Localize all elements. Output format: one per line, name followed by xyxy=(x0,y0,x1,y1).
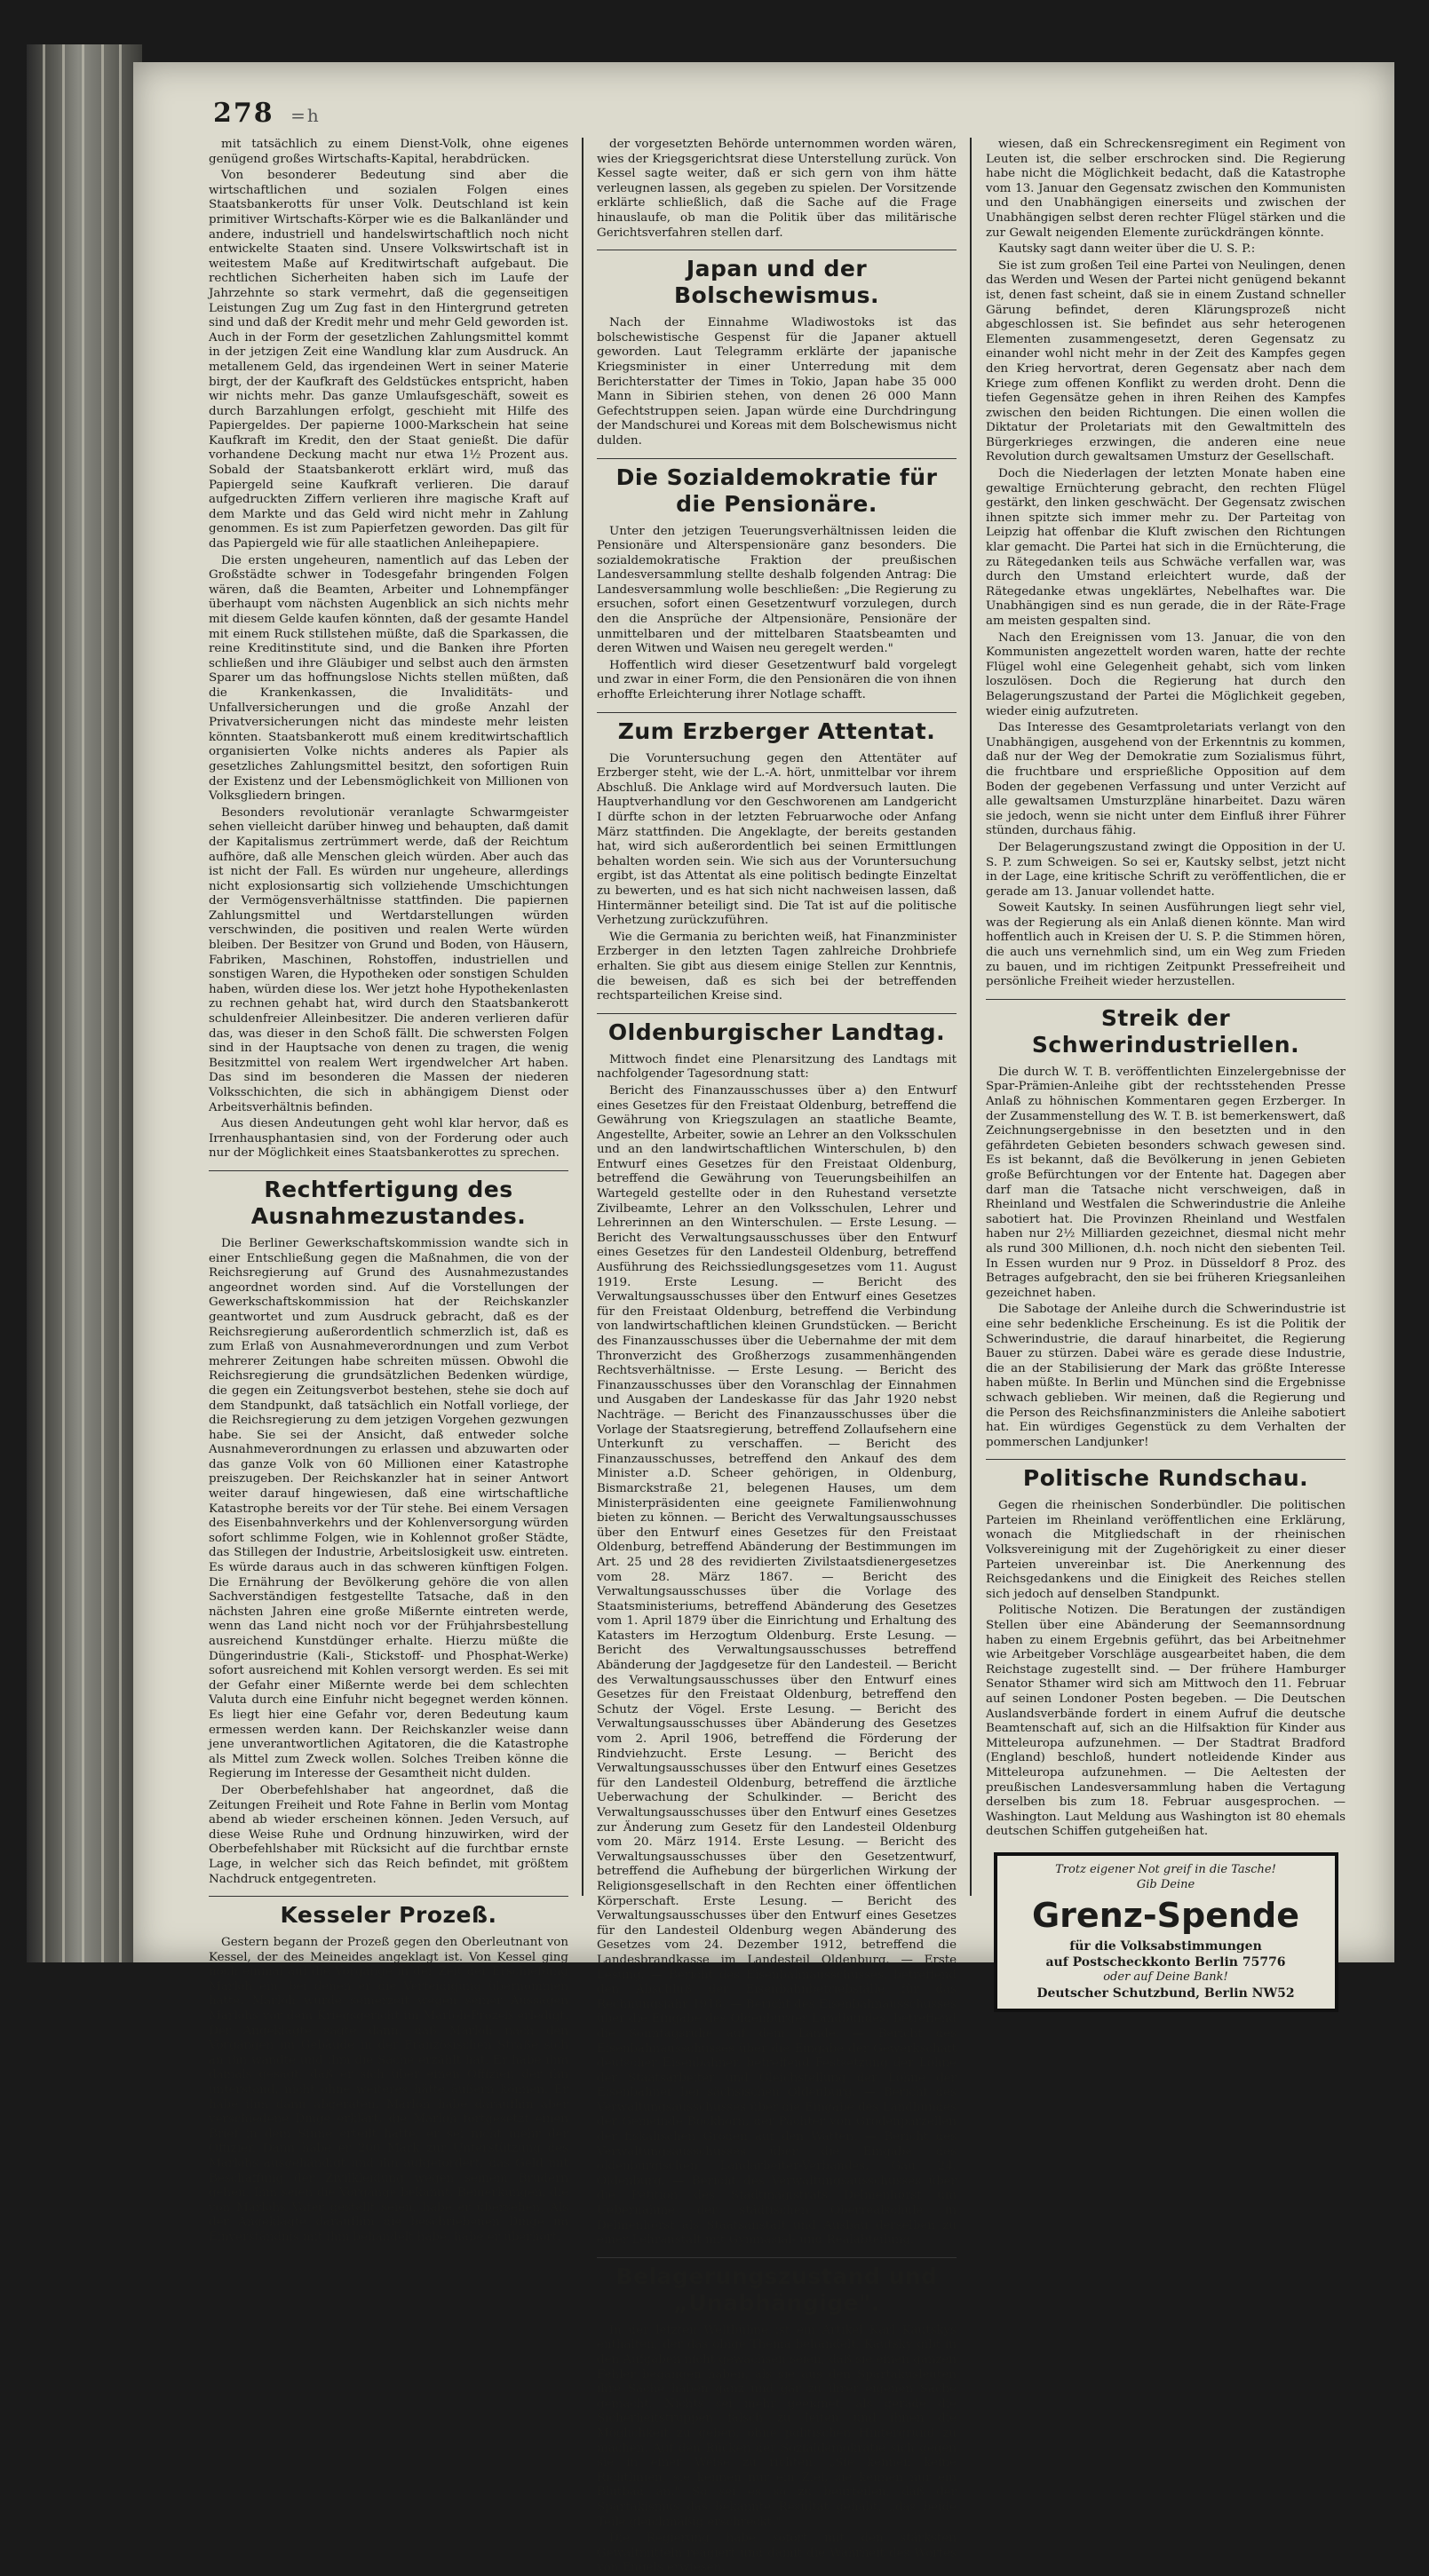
ad-purpose: für die Volksabstimmungen xyxy=(1069,1939,1262,1954)
column-1 xyxy=(209,138,568,2244)
paragraph: Bericht des Finanzausschusses über a) den Entwurf eines Gesetzes für den Freistaat Oldenburg, betreffend die Gewährung von Kriegszulagen an staatliche Beamte, Angestellte, Arbeiter, sowie an Lehrer an den Volksschulen und an den landwirtschaftlichen Winterschulen, b) den Entwurf eines Gesetzes für den Freistaat Oldenburg, betreffend die Gewährung von Teuerungsbeihilfen an Wartegeld gestellte oder in den Ruhestand versetzte Zivilbeamte, Lehrer an den Volksschulen, Lehrer und Lehrerinnen an den Winterschulen. — Erste Lesung. — Bericht des Verwaltungsausschusses über den Entwurf eines Gesetzes für den Landesteil Oldenburg, betreffend Ausführung des Reichssiedlungsgesetzes vom 11. August 1919. Erste Lesung. — Bericht des Verwaltungsausschusses über den Entwurf eines Gesetzes für den Freistaat Oldenburg, betreffend die Verbindung von landwirtschaftlichen kleinen Grundstücken. — Bericht des Finanzausschusses über die Uebernahme der mit dem Thronverzicht des Großherzogs zusammenhängenden Rechtsverhältnisse. — Erste Lesung. — Bericht des Finanzausschusses über den Voranschlag der Einnahmen und Ausgaben der Landeskasse für das Jahr 1920 nebst Nachträge. — Bericht des Finanzausschusses über die Vorlage der Staatsregierung, betreffend Zollaufsehern eine Unterkunft zu verschaffen. — Bericht des Finanzausschusses, betreffend den Ankauf des dem Minister a.D. Scheer gehörigen, in Oldenburg, Bismarckstraße 21, belegenen Hauses, um dem Ministerpräsidenten eine geeignete Familienwohnung bieten zu können. — Bericht des Verwaltungsausschusses über den Entwurf eines Gesetzes für den Freistaat Oldenburg, betreffend Abänderung der Bestimmungen im Art. 25 und 28 des revidierten Zivilstaatsdienergesetzes vom 28. März 1867. — Bericht des Verwaltungsausschusses über die Vorlage des Staatsministeriums, betreffend Abänderung des Gesetzes vom 1. April 1879 über die Einrichtung und Erhaltung des Katasters im Herzogtum Oldenburg. Erste Lesung. — Bericht des Verwaltungsausschusses betreffend Abänderung der Jagdgesetze für den Landesteil. — Bericht des Verwaltungsausschusses über den Entwurf eines Gesetzes für den Freistaat Oldenburg, betreffend den Schutz der Vögel. Erste Lesung. — Bericht des Verwaltungsausschusses über Abänderung des Gesetzes vom 2. April 1906, betreffend die Förderung der Rindviehzucht. Erste Lesung. — Bericht des Verwaltungsausschusses über den Entwurf eines Gesetzes für den Landesteil Oldenburg, betreffend die ärztliche Ueberwachung der Schulkinder. — Bericht des Verwaltungsausschusses über den Entwurf eines Gesetzes zur Änderung zum Gesetz für den Landesteil Oldenburg vom 20. März 1914. Erste Lesung. — Bericht des Verwaltungsausschusses über den Gesetzentwurf, betreffend die Aufhebung der bürgerlichen Wirkung der Religionsgesellschaft in den Rechten einer öffentlichen Körperschaft. Erste Lesung. — Bericht des Verwaltungsausschusses über den Entwurf eines Gesetzes für den Landesteil Oldenburg wegen Abänderung des Gesetzes vom 24. Dezember 1912, betreffend die Landesbrandkasse im Landesteil Oldenburg. — Erste Lesung. — Bericht des Eisenbahnausschusses, betreffend den Abschluß der Eisenbahnbetriebsfälle für das Rechnungsjahr 1918. — Bericht des Eisenbahnausschusses über die Eingabe des Oldenburger Landbundes, betreffend die Sonntagsruhe auf dem Lande. — Bericht des Eisenbahnausschusses über die Eingabe der Gewerkschaft deutscher Eisenbahner, betreffend Festsetzung der Löhne der Staatsarbeiter und Gleichstellung der Löhne der Eisenbahner bei sächsischen Oldenburg. — Bericht des Verwaltungsausschusses über die Eingabe des Landbundes der Gemeinde Bockhorn, der Pächter von Grodenparzellen der fiskalischen Groden auf den Watten. — Bericht des Verwaltungsausschusses über die Eingabe des oldenburgischen Landarbeiter-Verbandes, Gau 24, Oldenburg. — Bericht des Verwaltungsausschusses über die Petition des Stadtmagistrats Delmenhorst um Uebernahme der städtischen Oberrealschule in Delmenhorst als Staatsanstalt und Ausbau derselben zu einer Lehranstalt mit Gymnasial- und Realabteilung. xyxy=(597,1083,957,2247)
page-edge xyxy=(62,44,65,1962)
paragraph: Von besonderer Bedeutung sind aber die wirtschaftlichen und sozialen Folgen eines Staatsbankerotts für unser Volk. Deutschland ist kein primitiver Wirtschafts-Körper wie es die Balkanländer und andere, industriell und handelswirtschaftlich noch nicht entwickelte Staaten sind. Unsere Volkswirtschaft ist in weitestem Maße auf Kreditwirtschaft aufgebaut. Die rechtlichen Sicherheiten haben sich im Laufe der Jahrzehnte so stark vermehrt, daß die gegenseitigen Leistungen Zug um Zug fast in den Hintergrund getreten sind und daß der Kredit mehr und mehr Geld geworden ist. Auch in der Form der gesetzlichen Zahlungsmittel kommt in der jetzigen Zeit eine Wandlung klar zum Ausdruck. An metallenem Geld, das irgendeinen Wert in seiner Materie birgt, der der Kaufkraft des Geldstückes entspricht, haben wir nichts mehr. Das ganze Umlaufsgeschäft, soweit es durch Barzahlungen erfolgt, geschieht mit Hilfe des Papiergeldes. Der papierne 1000-Markschein hat seine Kaufkraft im Kredit, den der Staat genießt. Die dafür vorhandene Deckung macht nur etwa 1½ Prozent aus. Sobald der Staatsbankerott erklärt wird, muß das Papiergeld seine Kaufkraft verlieren. Die darauf aufgedruckten Ziffern verlieren ihre magische Kraft auf dem Markte und das Geld wird nicht mehr in Zahlung genommen. Es ist zum Papierfetzen geworden. Das gilt für das Papiergeld wie für alle staatlichen Anleihepapiere. xyxy=(209,169,568,551)
paragraph: Soweit Kautsky. In seinen Ausführungen liegt sehr viel, was der Regierung als ein Anlaß dienen könnte. Man wird hoffentlich auch in Kreisen der U. S. P. die Stimmen hören, die auch uns vernehmlich sind, um ein Weg zum Frieden zu bauen, und im richtigen Zeitpunkt Pressefreiheit und persönliche Freiheit wieder herzustellen. xyxy=(986,901,1346,989)
paragraph: der vorgesetzten Behörde unternommen worden wären, wies der Kriegsgerichtsrat diese Unterstellung zurück. Von Kessel sagte weiter, daß er sich gern von ihm hätte verleugnen lassen, als gegeben zu spielen. Der Vorsitzende erklärte schließlich, daß die Sache auf die Frage hinauslaufe, ob man die Politik über das militärische Gerichtsverfahren stellen darf. xyxy=(597,138,957,240)
headline-politische-rundschau: Politische Rundschau. xyxy=(986,1459,1346,1492)
page-edge xyxy=(82,44,84,1962)
grenz-spende-advertisement xyxy=(994,1852,1338,2012)
ad-account: auf Postscheckkonto Berlin 75776 xyxy=(1045,1955,1286,1970)
newspaper-page xyxy=(133,62,1394,2575)
page-number xyxy=(213,98,321,129)
ad-title: Grenz-Spende xyxy=(1031,1896,1299,1936)
paragraph: Gestern begann der Prozeß gegen den Oberleutnant von Kessel, der des Meineides angeklagt ist. Von Kessel ging noch einmal auf die Vorgänge in der Zeit der Erschießung Marloh ein, bei denen er die Verteidigung übernommen hatte. Marloh wurde seinerzeit wegen seiner Aussagen Marlohs vor dem Kriegsgericht im Marloh-Prozeß erledigt. Der Angeklagte sagte dann, daß Marloh nach den Vorgängen im Gebäude in der Französischen Straße sich an ihn wandte und ihm die Sache erzählt hat. Er habe ihm damals gesagt, daß er sich über einen Offizier, der ihn unterstand, nicht ohne weiteres hätte äußern können. Er habe ihm dann abgeraten. Marloh habe daraufhin aber verschiedene Dinge erklärt, die Marloh fortgesetzt einen Brief in dem Sinne erteilt hatte, er sei nicht mehr der Offizier. Dann habe er 200 Mark zur Unterstützung des Marlohs ausgehändigt und ihn aufgefordert, das Geld mit Beschaffung der Zivilkleidung wegen seinem Brudern gehen. Ihm seien die Vorgänge bekannt. Bemerkungen, die von Marlohs Vater gestellt seien, habe er übersehen. Als der Angeklagte daraufhin die beschriebenen Dinge im Einverständnis mit ihm behandelt habe, habe er überhört. xyxy=(209,1936,568,2244)
ad-subline: Gib Deine xyxy=(1136,1877,1195,1891)
paragraph: Wie die Germania zu berichten weiß, hat Finanzminister Erzberger in den letzten Tagen zahlreiche Drohbriefe erhalten. Sie gibt aus diesem einige Stellen zur Kenntnis, die beweisen, daß es sich bei der betreffenden rechtsparteilichen Kreise sind. xyxy=(597,930,957,1003)
ad-organization: Deutscher Schutzbund, Berlin NW52 xyxy=(1036,1986,1295,2001)
paragraph: Mittwoch findet eine Plenarsitzung des Landtags mit nachfolgender Tagesordnung statt: xyxy=(597,1052,957,1082)
headline-japan: Japan und der Bolschewismus. xyxy=(597,250,957,309)
column-3 xyxy=(986,138,1346,2001)
headline-kesseler-prozess: Kesseler Prozeß. xyxy=(209,1896,568,1929)
ad-bank: oder auf Deine Bank! xyxy=(1103,1970,1228,1985)
paragraph: Die Voruntersuchung gegen den Attentäter auf Erzberger steht, wie der L.-A. hört, unmittelbar vor ihrem Abschluß. Die Anklage wird auf Mordversuch lauten. Die Hauptverhandlung vor den Geschworenen am Landgericht I dürfte schon in der letzten Februarwoche oder Anfang März stattfinden. Die Angeklagte, der bereits gestanden hat, wird sich außerordentlich bei seinen Ermittlungen behalten worden sein. Wie sich aus der Voruntersuchung ergibt, ist das Attentat als eine politisch bedingte Einzeltat zu bewerten, und es hat sich nicht nachweisen lassen, daß Hintermänner beteiligt sind. Die Tat ist auf die politische Verhetzung zurückzuführen. xyxy=(597,751,957,928)
paragraph: Der Oberbefehlshaber hat angeordnet, daß die Zeitungen Freiheit und Rote Fahne in Berlin vom Montag abend ab wieder erscheinen können. Jeden Versuch, auf diese Weise Ruhe und Ordnung hinzuwirken, wird der Oberbefehlshaber mit Rücksicht auf die furchtbar ernste Lage, in welcher sich das Reich befindet, mit größtem Nachdruck entgegentreten. xyxy=(209,1783,568,1886)
paragraph: Politische Notizen. Die Beratungen der zuständigen Stellen über eine Abänderung der Seemannsordnung haben zu einem Ergebnis geführt, das bei Arbeitnehmer wie Arbeitgeber Vorschläge ausgearbeitet haben, die dem Reichstage zugestellt sind. — Der frühere Hamburger Senator Sthamer wird sich am Mittwoch den 11. Februar auf seinen Londoner Posten begeben. — Die Deutschen Auslandsverbände fordert in einem Aufruf die deutsche Beamtenschaft auf, sich an die Hilfsaktion für Kinder aus Mitteleuropa aufzunehmen. — Der Stadtrat Bradford (England) beschloß, hundert notleidende Kinder aus Mitteleuropa aufzunehmen. — Die Aeltesten der preußischen Landesversammlung haben die Vertagung derselben bis zum 18. Februar ausgesprochen. — Washington. Laut Meldung aus Washington ist 80 ehemals deutschen Schiffen gutgeheißen hat. xyxy=(986,1604,1346,1839)
paragraph: Die Regierung habe sofort mit den stärksten Gewaltmitteln reagiert und damit die Wahrheit des Wortes von Engels erwiesen, xyxy=(597,2532,957,2575)
page-edge xyxy=(43,44,45,1962)
headline-sozialdemokratie: Die Sozialdemokratie für die Pensionäre. xyxy=(597,458,957,518)
headline-erzberger-attentat: Zum Erzberger Attentat. xyxy=(597,712,957,745)
paragraph: Gegen die rheinischen Sonderbündler. Die politischen Parteien im Rheinland veröffentlichen eine Erklärung, wonach die Mitgliedschaft in der rheinischen Volksvereinigung mit der Zugehörigkeit zu einer dieser Parteien unvereinbar ist. Die Anerkennung des Reichsgedankens und die Einigkeit des Reiches stellen sich jedoch auf denselben Standpunkt. xyxy=(986,1499,1346,1601)
paragraph: Kautsky sagt dann weiter über die U. S. P.: xyxy=(998,242,1256,257)
column-2 xyxy=(597,138,957,2575)
paragraph: Sie ist zum großen Teil eine Partei von Neulingen, denen das Werden und Wesen der Partei nicht genügend bekannt ist, denen fast scheint, daß sie in einem Zustand schneller Gärung befindet, deren Klärungsprozeß nicht abgeschlossen ist. Sie befindet aus sehr heterogenen Elementen zusammengesetzt, deren Gegensatz zu einander wohl nicht mehr in der Zeit des Kampfes gegen den Krieg hervortrat, deren Gegensatz aber nach dem Kriege zum offenen Konflikt zu werden droht. Denn die tiefen Gegensätze gehen in ihren Reihen des Kampfes zwischen den beiden Richtungen. Die einen wollen die Diktatur der Proletariats mit den Gewaltmitteln des Bürgerkrieges erzwingen, die anderen eine neue Revolution durch gewaltsamen Umsturz der Gesellschaft. xyxy=(986,258,1346,464)
column-rule xyxy=(970,138,972,1896)
paragraph: wiesen, daß ein Schreckensregiment ein Regiment von Leuten ist, die selber erschrocken sind. Die Regierung habe nicht die Möglichkeit bedacht, daß die Katastrophe vom 13. Januar den Gegensatz zwischen den Kommunisten und den Unabhängigen einerseits und zwischen der Unabhängigen selbst deren rechter Flügel stärken und die zur Gewalt neigenden Elemente zurückdrängen könnte. xyxy=(986,138,1346,240)
paragraph: Die Berliner Gewerkschaftskommission wandte sich in einer Entschließung gegen die Maßnahmen, die von der Reichsregierung auf Grund des Ausnahmezustandes angeordnet worden sind. Auf die Vorstellungen der Gewerkschaftskommission hat der Reichskanzler geantwortet und zum Ausdruck gebracht, daß es der Reichsregierung außerordentlich schmerzlich ist, daß es zum Erlaß von Ausnahmeverordnungen und zum Verbot mehrerer Zeitungen habe schreiten müssen. Obwohl die Reichsregierung die grundsätzlichen Bedenken würdige, die gegen ein Zeitungsverbot bestehen, stehe sie doch auf dem Standpunkt, daß tatsächlich ein Notfall vorliege, der die Reichsregierung zu dem jetzigen Vorgehen gezwungen habe. Sie sei der Ansicht, daß entweder solche Ausnahmeverordnungen zu erlassen und abzuwarten oder das ganze Volk von 60 Millionen einer Katastrophe preiszugeben. Der Reichskanzler hat in seiner Antwort weiter darauf hingewiesen, daß eine wirtschaftliche Katastrophe bereits vor der Tür stehe. Bei einem Versagen des Eisenbahnverkehrs und der Kohlenversorgung würden sofort schlimme Folgen, wie in Kohlennot großer Städte, das Stillegen der Industrie, Arbeitslosigkeit usw. eintreten. Es würde daraus auch in das schweren künftigen Folgen. Die Ernährung der Bevölkerung gehöre die von allen Sachverständigen festgestellte Tatsache, daß in den nächsten Jahren eine große Mißernte eintreten werde, wenn das Land nicht noch vor der Frühjahrsbestellung ausreichend Kunstdünger erhalte. Hierzu müßte die Düngerindustrie (Kali-, Stickstoff- und Phosphat-Werke) sofort ausreichend mit Kohlen versorgt werden. Es sei mit der Gefahr einer Mißernte werde bei dem schlechten Valuta durch eine Einfuhr nicht begegnet werden können. Es liegt hier eine Gefahr vor, deren Bedeutung kaum ermessen werden kann. Der Reichskanzler weise dann jene unverantwortlichen Agitatoren, die die Katastrophe als Mittel zum Zweck wollen. Solches Treiben könne die Regierung im Interesse der Gesamtheit nicht dulden. xyxy=(209,1236,568,1781)
paragraph: Die ersten ungeheuren, namentlich auf das Leben der Großstädte schwer in Todesgefahr bringenden Folgen wären, daß die Beamten, Arbeiter und Lohnempfänger überhaupt vom nächsten Augenblick an sich nichts mehr mit diesem Gelde kaufen könnten, daß der gesamte Handel mit einem Ruck stillstehen müßte, daß die Sparkassen, die reine Kreditinstitute sind, und die Banken ihre Pforten schließen und ihre Gläubiger und selbst auch den ärmsten Sparer um das hoffnungslose Nichts stellen müßten, daß die Krankenkassen, die Invaliditäts- und Unfallversicherungen und die große Anzahl der Privatversicherungen nicht das mindeste mehr leisten könnten. Staatsbankerott muß einem kreditwirtschaftlich organisierten Volke nichts anderes als Papier als gesetzliches Zahlungsmittel besitzt, den sofortigen Ruin der Existenz und der Lebensmöglichkeit von Millionen von Volksgliedern bringen. xyxy=(209,553,568,804)
paragraph: Die durch W. T. B. veröffentlichten Einzelergebnisse der Spar-Prämien-Anleihe gibt der rechtsstehenden Presse Anlaß zu höhnischen Kommentaren gegen Erzberger. In der Zusammenstellung des W. T. B. ist bemerkenswert, daß Zeichnungsergebnisse in den besetzten und in den gefährdeten Gebieten besonders schwach gewesen sind. Es ist bekannt, daß die Bevölkerung in jenen Gebieten große Befürchtungen vor der Entente hat. Dagegen aber darf man die Tatsache nicht verschweigen, daß in Rheinland und Westfalen die Schwerindustrie die Anleihe sabotiert hat. Die Provinzen Rheinland und Westfalen haben nur 2½ Milliarden gezeichnet, diesmal nicht mehr als rund 300 Millionen, d.h. noch nicht den siebenten Teil. In Essen wurden nur 9 Proz. in Düsseldorf 8 Proz. des Betrages aufgebracht, den sie bei früheren Kriegsanleihen gezeichnet haben. xyxy=(986,1065,1346,1300)
paragraph: Die Sabotage der Anleihe durch die Schwerindustrie ist eine sehr bedenkliche Erscheinung. Es ist die Politik der Schwerindustrie, die darauf hinarbeitet, die Regierung Bauer zu stürzen. Dabei wäre es gerade diese Industrie, die an der Stabilisierung der Mark das größte Interesse haben müßte. In Berlin und München sind die Ergebnisse schwach geblieben. Wir meinen, daß die Regierung und die Person des Reichsfinanzministers die Anleihe sabotiert hat. Ein würdiges Gegenstück zu dem Verhalten der pommerschen Landjunker! xyxy=(986,1303,1346,1449)
page-number-value: 278 xyxy=(213,98,274,129)
paragraph: Doch die Niederlagen der letzten Monate haben eine gewaltige Ernüchterung gebracht, den rechten Flügel gestärkt, den linken geschwächt. Der Gegensatz zwischen ihnen spitzte sich immer mehr zu. Der Parteitag von Leipzig hat offenbar die Kluft zwischen den Richtungen klar gemacht. Die Partei hat sich in die Ernüchterung, die zu Rätegedanken teils aus Schwäche verfallen war, was durch den Umstand erleichtert wurde, daß der Rätegedanke etwas ungeklärtes, Nebelhaftes war. Die Unabhängigen sind es nun gerade, die in der Räte-Frage am meisten gespalten sind. xyxy=(986,467,1346,628)
page-number-note: =h xyxy=(290,105,321,126)
paragraph: Nach der Einnahme Wladiwostoks ist das bolschewistische Gespenst für die Japaner aktuell geworden. Laut Telegramm erklärte der japanische Kriegsminister in einer Unterredung mit dem Berichterstatter der Times in Tokio, Japan habe 35 000 Mann in Sibirien stehen, von denen 26 000 Mann Gefechtstruppen seien. Japan würde eine Durchdringung der Mandschurei und Koreas mit dem Bolschewismus nicht dulden. xyxy=(597,316,957,448)
paragraph: In der letzten Weltbühne ist ein Artikel Karl Kautskys enthalten, der das obige Thema behandelt. Kautsky gibt in den Aufgaben nicht gewachsen seien, daß sie einen ganzen Fehler begangen haben, als sie aus den Spartakusleuten ihre Sache haben ganz und gar zu ihrer eigenen Sache gemacht. Nichts sei mehr geeignet, als gerade die Sicherheitstruppen falsch zu leiten und ihnen die Möglichkeit zu geben, ohne politischen Hintergrund zu machen. Auf den Rücken der Sozialdemokratie sich gegen sie in einer Weise zu richten. „Sie kennen keine Richtlinien, sie kennen nur ein Ziel, sie kennen nur ein Blutbad an." So sei es so zu beurteilen, daß der Spartakismus das bekannte Resultat gehabt, „das beide Teile gleichmäßig erschreckt." xyxy=(597,2323,957,2529)
headline-oldenburg-landtag: Oldenburgischer Landtag. xyxy=(597,1013,957,1046)
ad-tagline: Trotz eigener Not greif in die Tasche! xyxy=(1055,1862,1276,1876)
book-binding xyxy=(27,44,142,1962)
column-rule xyxy=(582,138,584,1896)
paragraph: mit tatsächlich zu einem Dienst-Volk, ohne eigenes genügend großes Wirtschafts-Kapital, herabdrücken. xyxy=(209,138,568,166)
paragraph: Besonders revolutionär veranlagte Schwarmgeister sehen vielleicht darüber hinweg und behaupten, daß damit der Kapitalismus zertrümmert werde, daß der Reichtum aufhöre, daß alle Menschen gleich würden. Aber auch das ist nicht der Fall. Es würden nur ungeheure, allerdings nicht explosionsartig sich vollziehende Umschichtungen der Vermögensverhältnisse stattfinden. Die papiernen Zahlungsmittel und Wertdarstellungen würden verschwinden, die positiven und realen Werte würden bleiben. Der Besitzer von Grund und Boden, von Häusern, Fabriken, Maschinen, Rohstoffen, industriellen und sonstigen Waren, die Hypotheken oder sonstigen Schulden haben, würden diese los. Wer jetzt hohe Hypothekenlasten zu rechnen gehabt hat, wird durch den Staatsbankerott schuldenfreier Alleinbesitzer. Die anderen verlieren dafür das, was dieser in den Schoß fällt. Die schwersten Folgen sind in der Hauptsache von denen zu tragen, die wenig Besitzmittel von realem Wert irgendwelcher Art haben. Das sind im besonderen die Massen der niederen Volksschichten, die sich in abhängigem Dienst oder Arbeitsverhältnis befinden. xyxy=(209,805,568,1114)
paragraph: Nach den Ereignissen vom 13. Januar, die von den Kommunisten angezettelt worden waren, hatte der rechte Flügel wohl eine Gelegenheit gehabt, sich vom linken loszulösen. Doch die Regierung hat durch den Belagerungszustand der Partei die Möglichkeit gegeben, wieder einig aufzutreten. xyxy=(986,630,1346,718)
headline-belagerungszustand: Belagerungszustand und „Unabhängige". xyxy=(597,2257,957,2317)
headline-rechtfertigung: Rechtfertigung des Ausnahmezustandes. xyxy=(209,1170,568,1230)
paragraph: Das Interesse des Gesamtproletariats verlangt von den Unabhängigen, ausgehend von der Erkenntnis zu kommen, daß nur der Weg der Demokratie zum Sozialismus führt, die fruchtbare und ersprießliche Opposition auf dem Boden der gegebenen Verfassung und unter Verzicht auf alle gewaltsamen Umsturzpläne hinarbeitet. Dazu wären sie jedoch, wenn sie nicht unter dem Einfluß ihrer Führer stünden, durchaus fähig. xyxy=(986,721,1346,838)
paragraph: Der Belagerungszustand zwingt die Opposition in der U. S. P. zum Schweigen. So sei er, Kautsky selbst, jetzt nicht in der Lage, eine kritische Schrift zu veröffentlichen, die er gerade am 13. Januar vollendet hatte. xyxy=(986,840,1346,899)
paragraph: Hoffentlich wird dieser Gesetzentwurf bald vorgelegt und zwar in einer Form, die den Pensionären die von ihnen erhoffte Erleichterung ihrer Notlage schafft. xyxy=(597,658,957,702)
col1-intro xyxy=(209,138,568,1161)
page-edge xyxy=(101,44,104,1962)
headline-streik-schwerindustrie: Streik der Schwerindustriellen. xyxy=(986,999,1346,1058)
paragraph: Unter den jetzigen Teuerungsverhältnissen leiden die Pensionäre und Alterspensionäre ganz besonders. Die sozialdemokratische Fraktion der preußischen Landesversammlung stellte deshalb folgenden Antrag: Die Landesversammlung wolle beschließen: „Die Regierung zu ersuchen, sofort einen Gesetzentwurf vorzulegen, durch den die Ansprüche der Altpensionäre, Pensionäre der unmittelbaren und der mittelbaren Staatsbeamten und deren Witwen und Waisen neu geregelt werden." xyxy=(597,524,957,656)
page-edge xyxy=(119,44,122,1962)
paragraph: Aus diesen Andeutungen geht wohl klar hervor, daß es Irrenhausphantasien sind, von der Forderung oder auch nur der Möglichkeit eines Staatsbankerottes zu sprechen. xyxy=(209,1117,568,1161)
